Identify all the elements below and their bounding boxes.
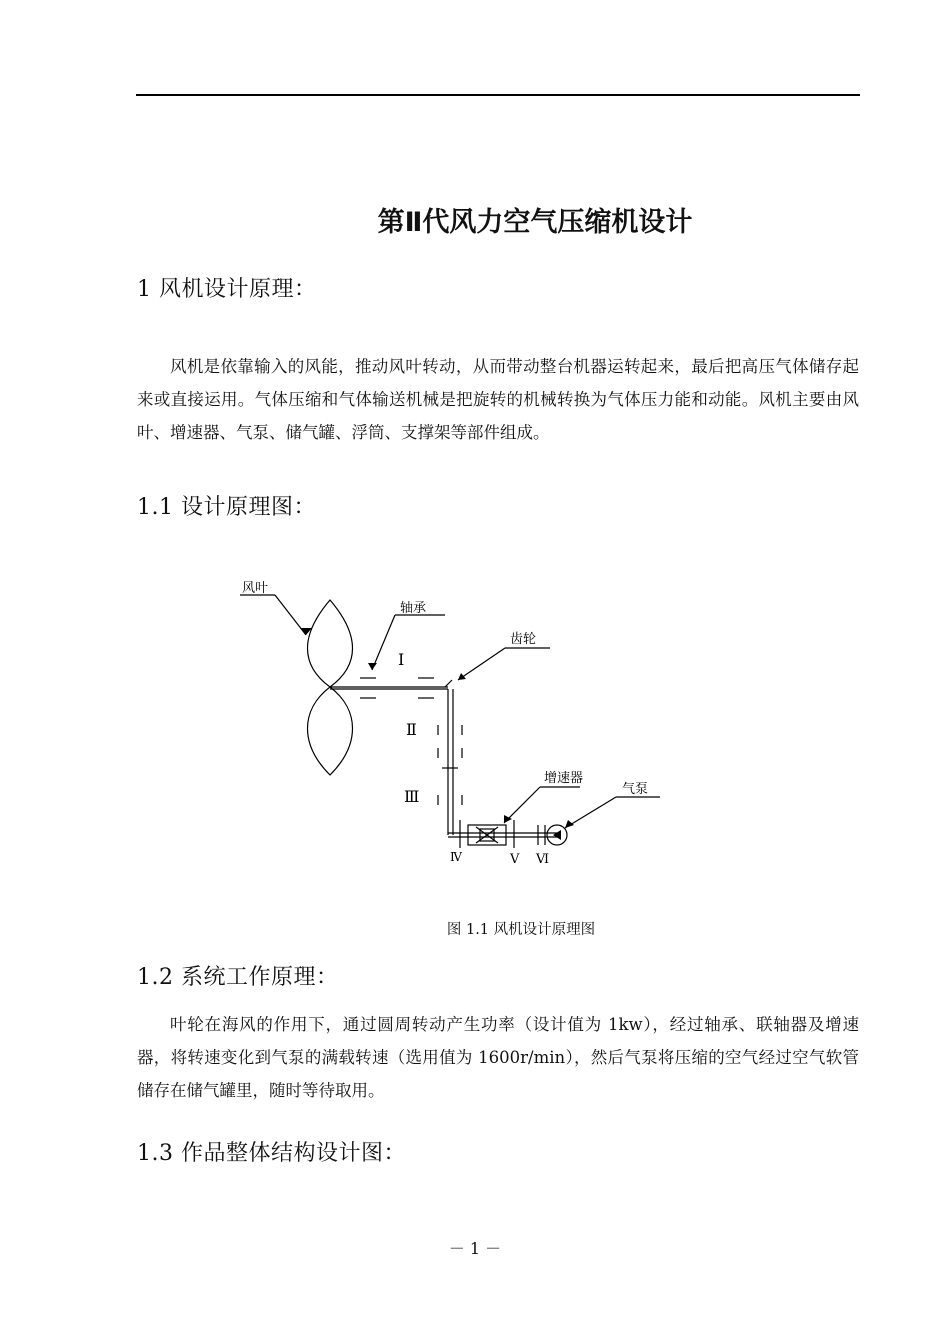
header-rule bbox=[136, 94, 860, 96]
numeral-iv: Ⅳ bbox=[450, 850, 462, 864]
numeral-v: Ⅴ bbox=[510, 852, 520, 867]
label-blade: 风叶 bbox=[242, 581, 269, 596]
section-heading-1-1: 1.1 设计原理图： bbox=[137, 495, 316, 520]
page-number: － 1 － bbox=[448, 1239, 502, 1258]
blade-lower-shape bbox=[308, 687, 353, 775]
paragraph-system: 叶轮在海风的作用下，通过圆周转动产生功率（设计值为 1kw），经过轴承、联轴器及增速器，将转速变化到气泵的满载转速（选用值为 1600r/min），然后气泵将压缩的空气经过空气软管储存在储气罐里，随时等待取用。 bbox=[137, 1015, 859, 1100]
numeral-iii: Ⅲ bbox=[404, 787, 420, 806]
label-gearbox: 增速器 bbox=[544, 771, 584, 786]
section-heading-1-3: 1.3 作品整体结构设计图： bbox=[137, 1141, 406, 1166]
numeral-ii: Ⅱ bbox=[406, 720, 417, 739]
blade-upper-shape bbox=[308, 600, 353, 687]
label-bearing: 轴承 bbox=[400, 601, 427, 616]
numeral-i: Ⅰ bbox=[398, 650, 405, 669]
principle-diagram bbox=[220, 565, 680, 875]
paragraph-principle: 风机是依靠输入的风能，推动风叶转动，从而带动整台机器运转起来，最后把高压气体储存起来或直接运用。气体压缩和气体输送机械是把旋转的机械转换为气体压力能和动能。风机主要由风叶、增速器、气泵、储气罐、浮筒、支撑架等部件组成。 bbox=[137, 357, 859, 442]
figure-caption: 图 1.1 风机设计原理图 bbox=[446, 922, 596, 938]
document-title: 第Ⅱ代风力空气压缩机设计 bbox=[377, 207, 693, 238]
numeral-vi: Ⅵ bbox=[536, 852, 550, 867]
section-heading-1: 1 风机设计原理： bbox=[137, 277, 317, 302]
label-pump: 气泵 bbox=[622, 782, 649, 797]
section-heading-1-2: 1.2 系统工作原理： bbox=[137, 965, 339, 990]
label-gear: 齿轮 bbox=[510, 632, 537, 647]
